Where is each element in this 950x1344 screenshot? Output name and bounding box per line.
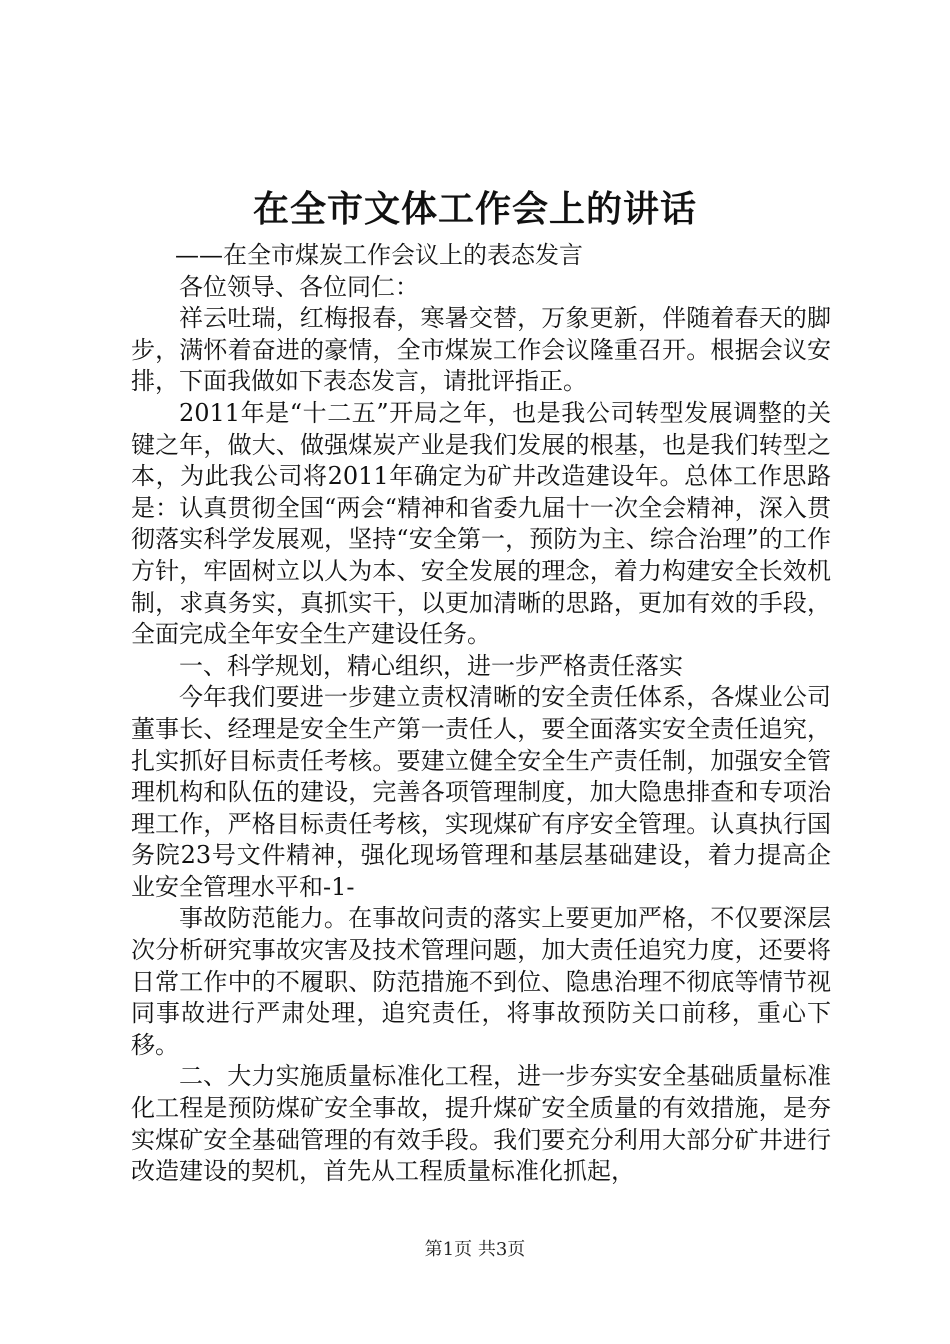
section-heading-2: 二、大力实施质量标准化工程，进一步夯实安全基础质量标准化工程是预防煤矿安全事故，提升煤矿安全质量的有效措施，是夯实煤矿安全基础管理的有效手段。我们要充分利用大部分矿井进行改造建设的契机，首先从工程质量标准化抓起， xyxy=(131,1062,831,1186)
paragraph-accident-prevention: 事故防范能力。在事故问责的落实上要更加严格，不仅要深层次分析研究事故灾害及技术管理问题，加大责任追究力度，还要将日常工作中的不履职、防范措施不到位、隐患治理不彻底等情节视同事故进行严肃处理，追究责任，将事故预防关口前移，重心下移。 xyxy=(131,904,831,1059)
page-indicator: 第1页 共3页 xyxy=(424,1239,526,1260)
salutation: 各位领导、各位同仁： xyxy=(179,272,419,301)
paragraph-overview: 2011年是“十二五”开局之年，也是我公司转型发展调整的关键之年，做大、做强煤炭产业是我们发展的根基，也是我们转型之本，为此我公司将2011年确定为矿井改造建设年。总体工作思路是：认真贯彻全国“两会“精神和省委九届十一次全会精神，深入贯彻落实科学发展观，坚持“安全第一，预防为主、综合治理”的工作方针，牢固树立以人为本、安全发展的理念，着力构建安全长效机制，求真务实，真抓实干，以更加清晰的思路，更加有效的手段，全面完成全年安全生产建设任务。 xyxy=(131,398,831,649)
document-title: 在全市文体工作会上的讲话 xyxy=(252,188,697,230)
paragraph-opening: 祥云吐瑞，红梅报春，寒暑交替，万象更新，伴随着春天的脚步，满怀着奋进的豪情，全市煤炭工作会议隆重召开。根据会议安排，下面我做如下表态发言，请批评指正。 xyxy=(131,304,831,396)
document-subtitle: ——在全市煤炭工作会议上的表态发言 xyxy=(175,241,583,269)
document-body xyxy=(131,240,831,1188)
section-heading-1: 一、科学规划，精心组织，进一步严格责任落实 xyxy=(179,651,683,680)
paragraph-responsibility: 今年我们要进一步建立责权清晰的安全责任体系，各煤业公司董事长、经理是安全生产第一责任人，要全面落实安全责任追究，扎实抓好目标责任考核。要建立健全安全生产责任制，加强安全管理机构和队伍的建设，完善各项管理制度，加大隐患排查和专项治理工作，严格目标责任考核，实现煤矿有序安全管理。认真执行国务院23号文件精神，强化现场管理和基层基础建设，着力提高企业安全管理水平和-1- xyxy=(131,683,831,901)
